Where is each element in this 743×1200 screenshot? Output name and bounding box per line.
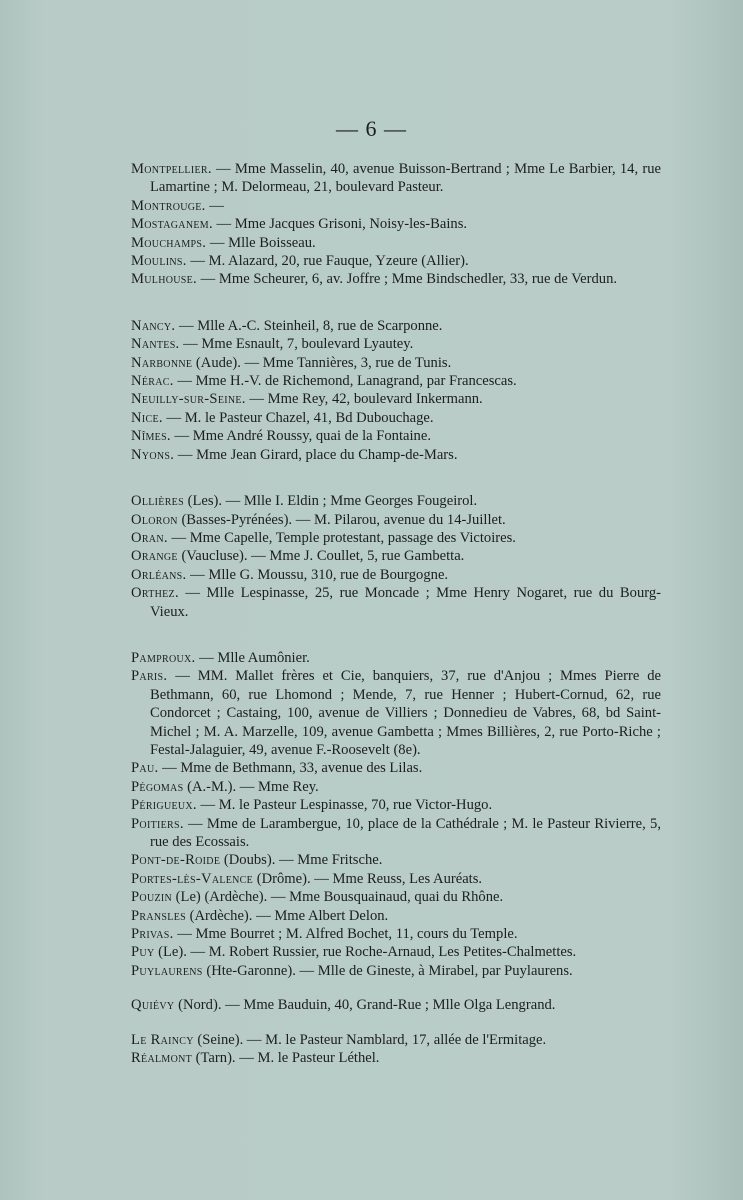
directory-entry (131, 446, 661, 464)
directory-entry (131, 317, 661, 335)
entry-text: (Aude). — Mme Tannières, 3, rue de Tunis. (192, 354, 452, 371)
entry-place: Nantes. (131, 336, 180, 353)
entry-text: (Hte-Garonne). — Mlle de Gineste, à Mirabel, par Puylaurens. (202, 962, 573, 979)
directory-entry (131, 547, 661, 565)
directory-entry (131, 372, 661, 390)
entry-place: Mostaganem. (131, 216, 213, 233)
directory-entry (131, 270, 661, 288)
entry-place: Nancy. (131, 317, 176, 334)
entry-text: — Mme Bourret ; M. Alfred Bochet, 11, cours du Temple. (173, 926, 518, 943)
entry-place: Pont-de-Roide (131, 852, 221, 869)
entry-text: (Ardèche). — Mme Albert Delon. (185, 907, 389, 924)
entry-place: Pau. (131, 760, 159, 777)
directory-entry (131, 427, 661, 445)
entry-place: Nîmes. (131, 428, 171, 445)
directory-entry (131, 197, 661, 215)
entry-place: Moulins. (131, 253, 187, 270)
entry-text: — Mme Masselin, 40, avenue Buisson-Bertrand ; Mme Le Barbier, 14, rue Lamartine ; M. Delormeau, 21, boulevard Pasteur. (150, 161, 661, 196)
directory-entry (131, 160, 661, 197)
directory-entry (131, 888, 661, 906)
directory-entry (131, 529, 661, 547)
entry-place: Oran. (131, 529, 168, 546)
entry-place: Oloron (131, 511, 178, 528)
entry-place: Pégomas (131, 778, 184, 795)
directory-entry (131, 907, 661, 925)
entry-text: — M. le Pasteur Chazel, 41, Bd Dubouchage. (162, 409, 434, 426)
entry-place: Portes-lès-Valence (131, 870, 254, 887)
entry-text: — Mme Esnault, 7, boulevard Lyautey. (179, 336, 414, 353)
entry-place: Pransles (131, 907, 186, 924)
directory-entry (131, 870, 661, 888)
entry-text: — Mme H.-V. de Richemond, Lanagrand, par Francescas. (173, 373, 517, 390)
entry-text: — Mlle G. Moussu, 310, rue de Bourgogne. (186, 566, 449, 583)
entry-text: (Le) (Ardèche). — Mme Bousquainaud, quai du Rhône. (172, 889, 504, 906)
entry-place: Montrouge. (131, 197, 206, 214)
directory-entry (131, 409, 661, 427)
entry-place: Poitiers. (131, 815, 184, 832)
directory-entry (131, 511, 661, 529)
entry-text: — (205, 197, 224, 214)
entry-place: Nyons. (131, 446, 175, 463)
directory-entry (131, 649, 661, 667)
directory-entry (131, 252, 661, 270)
directory-entry (131, 778, 661, 796)
entry-text: (A.-M.). — Mme Rey. (183, 778, 319, 795)
entry-place: Puylaurens (131, 962, 203, 979)
entry-text: — Mme André Roussy, quai de la Fontaine. (170, 428, 431, 445)
entry-text: — MM. Mallet frères et Cie, banquiers, 37, rue d'Anjou ; Mmes Pierre de Bethmann, 60, rue Lhomond ; Mende, 7, rue Henner ; Hubert-Cornud, 62, rue Condorcet ; Castaing, 100, avenue de Villiers ; Donnedieu de Vabres, 68, bd Saint-Michel ; M. A. Marzelle, 109, avenue Gambetta ; Mmes Billières, 2, rue Porto-Riche ; Festal-Jalaguier, 49, avenue F.-Roosevelt (8e). (150, 668, 661, 758)
directory-entry (131, 759, 661, 777)
directory-entry (131, 667, 661, 759)
entry-text: — Mlle Aumônier. (195, 649, 310, 666)
section-gap (131, 980, 661, 996)
directory-entry (131, 1031, 661, 1049)
entry-place: Orthez. (131, 585, 179, 602)
entry-text: (Les). — Mlle I. Eldin ; Mme Georges Fougeirol. (183, 493, 478, 510)
directory-entry (131, 943, 661, 961)
entry-text: — Mme Capelle, Temple protestant, passage des Victoires. (167, 529, 516, 546)
section-gap (131, 289, 661, 317)
directory-entry (131, 796, 661, 814)
entry-text: (Nord). — Mme Bauduin, 40, Grand-Rue ; Mlle Olga Lengrand. (174, 997, 556, 1014)
directory-entry (131, 335, 661, 353)
entry-place: Orléans. (131, 566, 187, 583)
directory-entry (131, 1049, 661, 1067)
entry-text: (Tarn). — M. le Pasteur Léthel. (192, 1050, 380, 1067)
directory-entry (131, 234, 661, 252)
directory-entry (131, 566, 661, 584)
entry-text: — Mme de Larambergue, 10, place de la Cathédrale ; M. le Pasteur Rivierre, 5, rue des Ecossais. (150, 815, 661, 850)
entry-place: Périgueux. (131, 797, 197, 814)
entry-text: — Mme Rey, 42, boulevard Inkermann. (245, 391, 483, 408)
entry-place: Nérac. (131, 373, 174, 390)
entry-place: Privas. (131, 926, 174, 943)
entry-text: — Mme de Bethmann, 33, avenue des Lilas. (158, 760, 423, 777)
page-number: — 6 — (336, 116, 407, 141)
directory-listing (131, 160, 661, 1067)
entry-place: Puy (131, 944, 155, 961)
entry-place: Pouzin (131, 889, 173, 906)
entry-place: Mulhouse. (131, 271, 197, 288)
entry-text: — Mme Scheurer, 6, av. Joffre ; Mme Bindschedler, 33, rue de Verdun. (197, 271, 618, 288)
entry-text: — Mlle Boisseau. (206, 234, 316, 251)
entry-place: Orange (131, 548, 178, 565)
section-gap (131, 464, 661, 492)
directory-entry (131, 390, 661, 408)
directory-entry (131, 851, 661, 869)
directory-entry (131, 354, 661, 372)
entry-text: (Le). — M. Robert Russier, rue Roche-Arnaud, Les Petites-Chalmettes. (154, 944, 577, 961)
directory-entry (131, 815, 661, 852)
entry-text: (Seine). — M. le Pasteur Namblard, 17, allée de l'Ermitage. (193, 1031, 547, 1048)
section-gap (131, 621, 661, 649)
entry-place: Mouchamps. (131, 234, 207, 251)
directory-entry (131, 962, 661, 980)
entry-text: — Mme Jean Girard, place du Champ-de-Mars. (174, 446, 458, 463)
entry-text: — M. le Pasteur Lespinasse, 70, rue Victor-Hugo. (196, 797, 493, 814)
entry-place: Ollières (131, 493, 184, 510)
directory-entry (131, 925, 661, 943)
entry-text: — M. Alazard, 20, rue Fauque, Yzeure (Allier). (186, 253, 469, 270)
entry-place: Quiévy (131, 997, 175, 1014)
entry-place: Le Raincy (131, 1031, 194, 1048)
entry-text: — Mlle Lespinasse, 25, rue Moncade ; Mme Henry Nogaret, rue du Bourg-Vieux. (150, 585, 661, 620)
section-gap (131, 1015, 661, 1031)
entry-text: (Basses-Pyrénées). — M. Pilarou, avenue du 14-Juillet. (177, 511, 506, 528)
entry-place: Pamproux. (131, 649, 196, 666)
entry-text: (Vaucluse). — Mme J. Coullet, 5, rue Gambetta. (177, 548, 465, 565)
entry-place: Paris. (131, 668, 168, 685)
directory-entry (131, 584, 661, 621)
entry-text: — Mme Jacques Grisoni, Noisy-les-Bains. (212, 216, 468, 233)
entry-place: Neuilly-sur-Seine. (131, 391, 246, 408)
entry-text: — Mlle A.-C. Steinheil, 8, rue de Scarponne. (175, 317, 443, 334)
entry-place: Narbonne (131, 354, 193, 371)
directory-entry (131, 996, 661, 1014)
directory-entry (131, 492, 661, 510)
entry-place: Montpellier. (131, 161, 212, 177)
entry-text: (Drôme). — Mme Reuss, Les Auréats. (253, 870, 483, 887)
entry-text: (Doubs). — Mme Fritsche. (220, 852, 383, 869)
entry-place: Nice. (131, 409, 163, 426)
entry-place: Réalmont (131, 1050, 193, 1067)
directory-entry (131, 215, 661, 233)
